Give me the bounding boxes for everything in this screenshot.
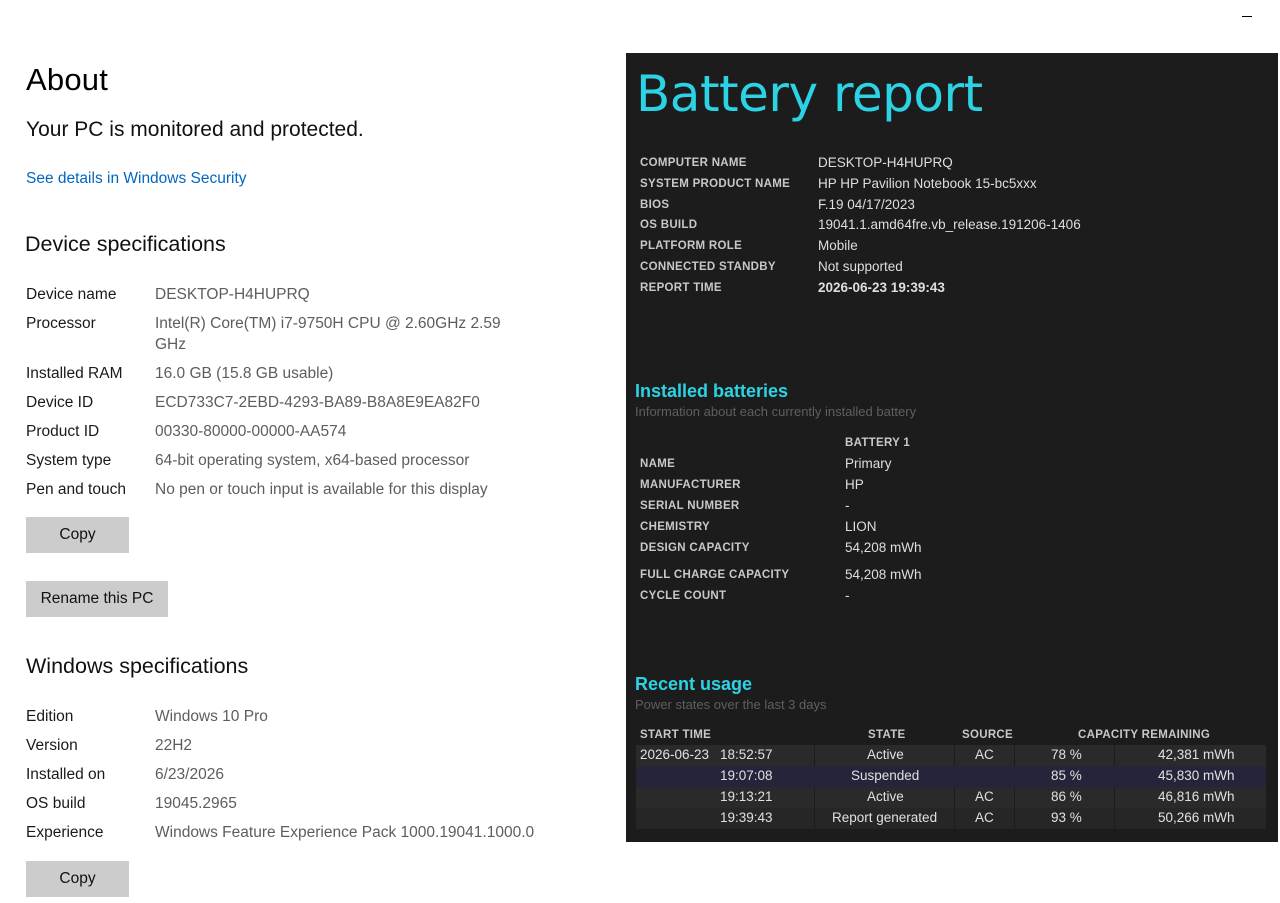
usage-row <box>636 745 1266 766</box>
report-value: Mobile <box>818 238 858 253</box>
minimize-button[interactable] <box>1236 6 1258 26</box>
report-title: Battery report <box>636 65 983 123</box>
spec-row-device-id <box>26 392 586 413</box>
battery-row-full-charge-capacity <box>640 567 922 582</box>
report-value: 19041.1.amd64fre.vb_release.191206-1406 <box>818 217 1081 232</box>
battery-value: - <box>845 588 850 603</box>
report-label: OS BUILD <box>640 218 698 231</box>
report-row-bios <box>640 197 915 212</box>
spec-row-installed-ram <box>26 363 586 384</box>
usage-state: Active <box>867 747 904 762</box>
battery-row-cycle-count <box>640 588 850 603</box>
device-specs-title: Device specifications <box>25 232 226 256</box>
usage-source: AC <box>975 810 994 825</box>
battery-value: LION <box>845 519 877 534</box>
spec-value: 6/23/2026 <box>155 766 224 783</box>
spec-label: Edition <box>26 708 74 725</box>
usage-percent: 85 % <box>1051 768 1082 783</box>
usage-time: 18:52:57 <box>720 747 773 762</box>
report-label: BIOS <box>640 198 670 211</box>
spec-value: Intel(R) Core(TM) i7-9750H CPU @ 2.60GHz 2.59 GHz <box>155 315 501 353</box>
battery-label: SERIAL NUMBER <box>640 499 740 512</box>
about-title: About <box>26 62 109 97</box>
battery-report-window <box>626 53 1278 842</box>
usage-percent: 78 % <box>1051 747 1082 762</box>
usage-time: 19:39:43 <box>720 810 773 825</box>
copy-windows-specs-button[interactable]: Copy <box>26 861 129 897</box>
spec-value: 00330-80000-00000-AA574 <box>155 423 347 440</box>
battery-value: 54,208 mWh <box>845 567 922 582</box>
spec-label: Product ID <box>26 423 100 440</box>
spec-row-pen-touch <box>26 479 586 500</box>
report-row-platform-role <box>640 238 858 253</box>
battery-column-label: BATTERY 1 <box>845 437 911 449</box>
spec-label: Pen and touch <box>26 481 126 498</box>
usage-state: Report generated <box>832 810 938 825</box>
battery-row-name <box>640 456 892 471</box>
usage-header-start: START TIME <box>640 729 712 741</box>
battery-label: NAME <box>640 457 676 470</box>
report-label: REPORT TIME <box>640 281 722 294</box>
spec-row-installed-on <box>26 764 586 785</box>
battery-row-chemistry <box>640 519 877 534</box>
recent-usage-title: Recent usage <box>635 674 753 694</box>
usage-source: AC <box>975 747 994 762</box>
usage-time: 19:07:08 <box>720 768 773 783</box>
usage-mwh: 45,830 mWh <box>1158 768 1235 783</box>
spec-row-edition <box>26 706 586 727</box>
usage-state: Active <box>867 789 904 804</box>
protection-status: Your PC is monitored and protected. <box>26 118 364 141</box>
usage-mwh: 46,816 mWh <box>1158 789 1235 804</box>
copy-device-specs-button[interactable]: Copy <box>26 517 129 553</box>
spec-label: Device name <box>26 286 117 303</box>
rename-pc-button[interactable]: Rename this PC <box>26 581 168 617</box>
usage-row <box>636 808 1266 829</box>
report-row-os-build <box>640 217 1081 232</box>
spec-label: Experience <box>26 824 104 841</box>
battery-column-header <box>845 437 910 449</box>
battery-label: MANUFACTURER <box>640 478 741 491</box>
spec-row-processor <box>26 313 586 355</box>
battery-label: DESIGN CAPACITY <box>640 541 750 554</box>
battery-value: HP <box>845 477 864 492</box>
windows-security-link[interactable]: See details in Windows Security <box>26 170 247 187</box>
spec-value: 22H2 <box>155 737 193 754</box>
spec-value: 19045.2965 <box>155 795 237 812</box>
spec-label: Installed RAM <box>26 365 123 382</box>
spec-label: Installed on <box>26 766 106 783</box>
spec-label: Processor <box>26 315 96 332</box>
usage-header-capacity: CAPACITY REMAINING <box>1078 729 1211 741</box>
battery-row-design-capacity <box>640 540 922 555</box>
usage-row <box>636 787 1266 808</box>
spec-label: Version <box>26 737 78 754</box>
report-label: PLATFORM ROLE <box>640 239 743 252</box>
report-value: 2026-06-23 19:39:43 <box>818 280 945 295</box>
spec-value: Windows 10 Pro <box>155 708 268 725</box>
battery-value: 54,208 mWh <box>845 540 922 555</box>
battery-label: CYCLE COUNT <box>640 589 727 602</box>
report-row-report-time <box>640 280 945 295</box>
report-row-product-name <box>640 176 1037 191</box>
report-label: COMPUTER NAME <box>640 156 747 169</box>
report-label: SYSTEM PRODUCT NAME <box>640 177 791 190</box>
spec-row-version <box>26 735 586 756</box>
spec-row-device-name <box>26 284 586 305</box>
battery-value: Primary <box>845 456 892 471</box>
spec-value: 16.0 GB (15.8 GB usable) <box>155 365 334 382</box>
spec-label: OS build <box>26 795 86 812</box>
recent-usage-subtitle: Power states over the last 3 days <box>635 697 827 712</box>
installed-batteries-subtitle: Information about each currently installed battery <box>635 404 917 419</box>
battery-row-manufacturer <box>640 477 864 492</box>
device-specs-list <box>26 284 586 500</box>
usage-state: Suspended <box>851 768 920 783</box>
report-row-computer-name <box>640 155 953 170</box>
spec-value: Windows Feature Experience Pack 1000.19041.1000.0 <box>155 824 535 841</box>
report-value: DESKTOP-H4HUPRQ <box>818 155 953 170</box>
usage-source: AC <box>975 789 994 804</box>
spec-label: Device ID <box>26 394 94 411</box>
usage-header-source: SOURCE <box>962 729 1014 741</box>
battery-value: - <box>845 498 850 513</box>
spec-row-experience <box>26 822 586 843</box>
spec-value: 64-bit operating system, x64-based processor <box>155 452 470 469</box>
usage-date: 2026-06-23 <box>640 747 710 762</box>
spec-label: System type <box>26 452 112 469</box>
report-value: HP HP Pavilion Notebook 15-bc5xxx <box>818 176 1037 191</box>
spec-value: No pen or touch input is available for this display <box>155 481 488 498</box>
windows-specs-list <box>26 706 586 843</box>
usage-time: 19:13:21 <box>720 789 773 804</box>
spec-value: DESKTOP-H4HUPRQ <box>155 286 310 303</box>
report-label: CONNECTED STANDBY <box>640 260 776 273</box>
spec-row-product-id <box>26 421 586 442</box>
report-value: F.19 04/17/2023 <box>818 197 915 212</box>
spec-row-system-type <box>26 450 586 471</box>
usage-percent: 93 % <box>1051 810 1082 825</box>
usage-percent: 86 % <box>1051 789 1082 804</box>
battery-label: CHEMISTRY <box>640 520 710 533</box>
usage-row <box>636 766 1266 787</box>
spec-row-os-build <box>26 793 586 814</box>
usage-mwh: 42,381 mWh <box>1158 747 1235 762</box>
battery-label: FULL CHARGE CAPACITY <box>640 568 790 581</box>
installed-batteries-title: Installed batteries <box>635 381 789 401</box>
windows-specs-title: Windows specifications <box>26 654 249 678</box>
report-row-connected-standby <box>640 259 903 274</box>
battery-row-serial <box>640 498 850 513</box>
spec-value: ECD733C7-2EBD-4293-BA89-B8A8E9EA82F0 <box>155 394 480 411</box>
usage-mwh: 50,266 mWh <box>1158 810 1235 825</box>
usage-header-state: STATE <box>868 729 906 741</box>
report-value: Not supported <box>818 259 903 274</box>
